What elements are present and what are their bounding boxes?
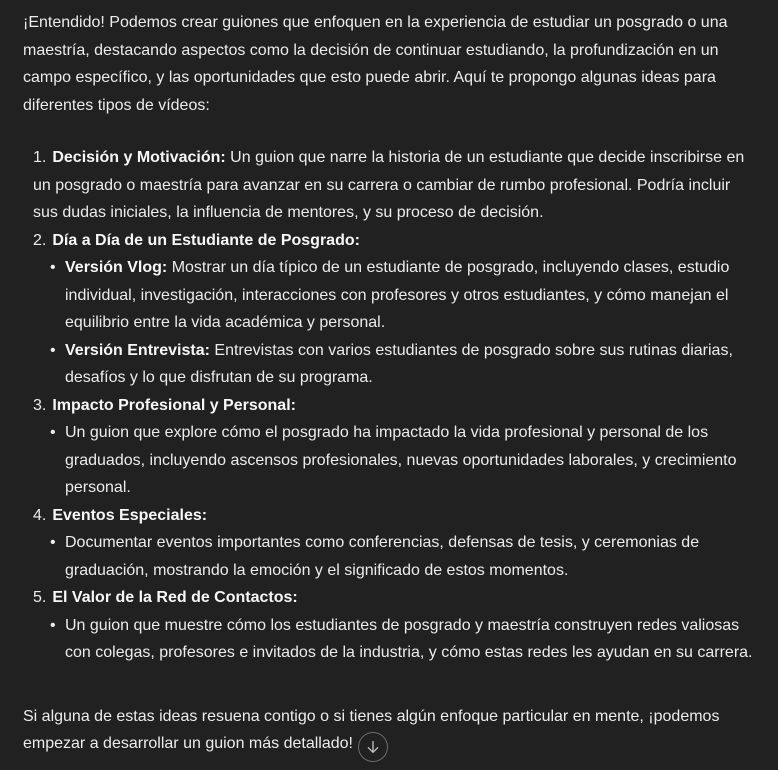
list-item (33, 227, 755, 392)
arrow-down-icon (365, 739, 381, 755)
sub-bullet-item (50, 337, 755, 392)
list-number: 4. (33, 506, 47, 524)
bullet-icon: • (50, 616, 56, 634)
list-item-title: Día a Día de un Estudiante de Posgrado: (52, 231, 360, 249)
assistant-message (23, 9, 755, 758)
list-item-body: Un guion que narre la historia de un estudiante que decide inscribirse en un posgrado o maestría para avanzar en su carrera o cambiar de rumbo profesional. Podría incluir sus dudas iniciales, la influencia de mentores, y su proceso de decisión. (33, 149, 745, 221)
sub-bullet-list (33, 612, 755, 667)
list-number: 2. (33, 231, 47, 249)
sub-bullet-list (33, 254, 755, 392)
list-number: 1. (33, 149, 47, 166)
sub-bullet-item (50, 254, 755, 337)
sub-bullet-item (50, 612, 755, 667)
list-number: 5. (33, 589, 47, 606)
bullet-text: Un guion que muestre cómo los estudiantes de posgrado y maestría construyen redes valiosas con colegas, profesores e invitados de la industria, y cómo estas redes les ayudan en su carrera. (65, 616, 753, 661)
sub-bullet-list (33, 529, 755, 584)
list-item (33, 144, 755, 227)
bullet-text: Entrevistas con varios estudiantes de posgrado sobre sus rutinas diarias, desafíos y lo que disfrutan de su programa. (65, 341, 733, 386)
list-number: 3. (33, 396, 47, 414)
bullet-bold: Versión Vlog: (65, 259, 168, 276)
list-item-title: Decisión y Motivación: (52, 149, 226, 166)
closing-text: Si alguna de estas ideas resuena contigo o si tienes algún enfoque particular en mente, ¡podemos empezar a desarrollar un guion más detallado! (23, 707, 720, 752)
list-item (33, 392, 755, 502)
sub-bullet-item (50, 419, 755, 502)
bullet-icon: • (50, 534, 56, 551)
list-item (33, 584, 755, 667)
bullet-icon: • (50, 341, 56, 359)
numbered-idea-list (23, 144, 755, 667)
sub-bullet-list (33, 419, 755, 502)
bullet-icon: • (50, 424, 56, 441)
bullet-text: Un guion que explore cómo el posgrado ha impactado la vida profesional y personal de los graduados, incluyendo ascensos profesionales, nuevas oportunidades laborales, y crecimiento personal. (65, 424, 737, 496)
closing-paragraph (23, 703, 755, 758)
sub-bullet-item (50, 529, 755, 584)
bullet-text: Mostrar un día típico de un estudiante de posgrado, incluyendo clases, estudio individual, investigación, interacciones con profesores y otros estudiantes, y cómo manejan el equilibrio entre la vida académica y personal. (65, 259, 730, 331)
bullet-icon: • (50, 259, 56, 276)
intro-paragraph: ¡Entendido! Podemos crear guiones que enfoquen en la experiencia de estudiar un posgrado o una maestría, destacando aspectos como la decisión de continuar estudiando, la profundización en un campo específico, y las oportunidades que esto puede abrir. Aquí te propongo algunas ideas para diferentes tipos de vídeos: (23, 14, 728, 114)
list-item-title: Eventos Especiales: (52, 506, 208, 524)
bullet-text: Documentar eventos importantes como conferencias, defensas de tesis, y ceremonias de graduación, mostrando la emoción y el significado de estos momentos. (65, 534, 700, 579)
bullet-bold: Versión Entrevista: (65, 341, 210, 359)
list-item-title: El Valor de la Red de Contactos: (52, 589, 298, 606)
scroll-to-bottom-button[interactable] (358, 732, 388, 762)
list-item-title: Impacto Profesional y Personal: (52, 396, 296, 414)
list-item (33, 502, 755, 585)
